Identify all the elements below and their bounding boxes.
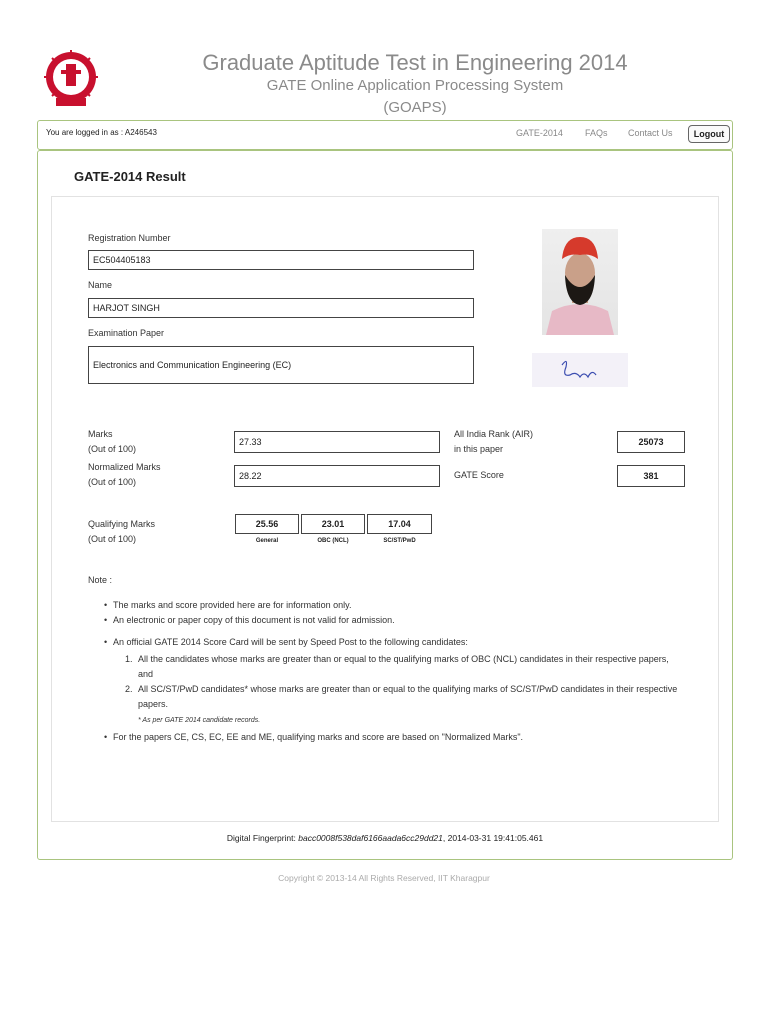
note-sub-item-2: All SC/ST/PwD candidates* whose marks are greater than or equal to the qualifying marks of SC/ST/PwD candidates in their respective (138, 684, 678, 694)
category-general-label: General (255, 538, 279, 544)
category-obc-label: OBC (NCL) (317, 538, 349, 544)
fingerprint-label: Digital Fingerprint: (226, 833, 296, 843)
copyright-footer: Copyright © 2013-14 All Rights Reserved, IIT Kharagpur (278, 873, 490, 883)
result-card (51, 196, 719, 822)
note-sub-number-2: 2. (125, 684, 133, 694)
candidate-photo (542, 229, 618, 335)
qualifying-marks-sub-label: (Out of 100) (88, 534, 137, 544)
note-heading: Note : (88, 575, 113, 585)
logout-button[interactable]: Logout (688, 125, 730, 143)
marks-sub-label: (Out of 100) (88, 444, 137, 454)
marks-field: 27.33 (234, 431, 440, 453)
gate-score-field: 381 (617, 465, 685, 487)
air-label: All India Rank (AIR) (454, 429, 534, 439)
candidate-name-field: HARJOT SINGH (88, 298, 474, 318)
nav-link-gate-2014[interactable]: GATE-2014 (516, 128, 563, 138)
note-item-3: An official GATE 2014 Score Card will be sent by Speed Post to the following candidates: (113, 637, 468, 647)
registration-label: Registration Number (88, 233, 171, 243)
note-item-1: The marks and score provided here are for information only. (113, 600, 352, 610)
note-sub-item-1: All the candidates whose marks are greater than or equal to the qualifying marks of OBC (NCL) candidates in their respective papers, (138, 654, 669, 664)
qualifying-marks-sc-st-pwd: 17.04 (367, 514, 432, 534)
marks-label: Marks (88, 429, 113, 439)
logged-in-status: You are logged in as : A246543 (46, 128, 157, 137)
normalized-marks-sub-label: (Out of 100) (88, 477, 137, 487)
result-title: GATE-2014 Result (74, 169, 186, 184)
page-header-subtitle: GATE Online Application Processing System (266, 77, 564, 94)
normalized-marks-field: 28.22 (234, 465, 440, 487)
fingerprint-timestamp: , 2014-03-31 19:41:05.461 (442, 833, 544, 843)
fingerprint-hash: bacc0008f538daf6166aada6cc29dd21 (298, 833, 443, 843)
note-item-2: An electronic or paper copy of this document is not valid for admission. (113, 615, 395, 625)
top-nav-bar (37, 120, 733, 150)
nav-link-faqs[interactable]: FAQs (585, 128, 608, 138)
qualifying-marks-obc: 23.01 (301, 514, 365, 534)
normalized-marks-label: Normalized Marks (88, 462, 161, 472)
digital-fingerprint (38, 833, 732, 843)
nav-link-contact-us[interactable]: Contact Us (628, 128, 673, 138)
note-sub-item-2-cont: papers. (138, 699, 169, 709)
page-header-acronym: (GOAPS) (383, 99, 447, 116)
page-header-title: Graduate Aptitude Test in Engineering 2014 (202, 50, 628, 75)
qualifying-marks-general: 25.56 (235, 514, 299, 534)
note-bullet-2: • (104, 615, 108, 625)
qualifying-marks-label: Qualifying Marks (88, 519, 156, 529)
result-panel (37, 150, 733, 860)
examination-paper-field: Electronics and Communication Engineering (EC) (88, 346, 474, 384)
registration-number-field: EC504405183 (88, 250, 474, 270)
candidate-signature (532, 353, 628, 387)
note-sub-number-1: 1. (125, 654, 133, 664)
note-footnote: * As per GATE 2014 candidate records. (138, 717, 261, 724)
note-bullet-1: • (104, 600, 108, 610)
air-field: 25073 (617, 431, 685, 453)
name-label: Name (88, 280, 113, 290)
note-bullet-3: • (104, 637, 108, 647)
note-sub-item-1-cont: and (138, 669, 154, 679)
note-bullet-4: • (104, 732, 108, 742)
category-sc-st-pwd-label: SC/ST/PwD (383, 538, 416, 544)
air-sub-label: in this paper (454, 444, 504, 454)
examination-paper-label: Examination Paper (88, 328, 165, 338)
note-item-4: For the papers CE, CS, EC, EE and ME, qualifying marks and score are based on "Normalized Marks". (113, 732, 524, 742)
gate-score-label: GATE Score (454, 470, 504, 480)
